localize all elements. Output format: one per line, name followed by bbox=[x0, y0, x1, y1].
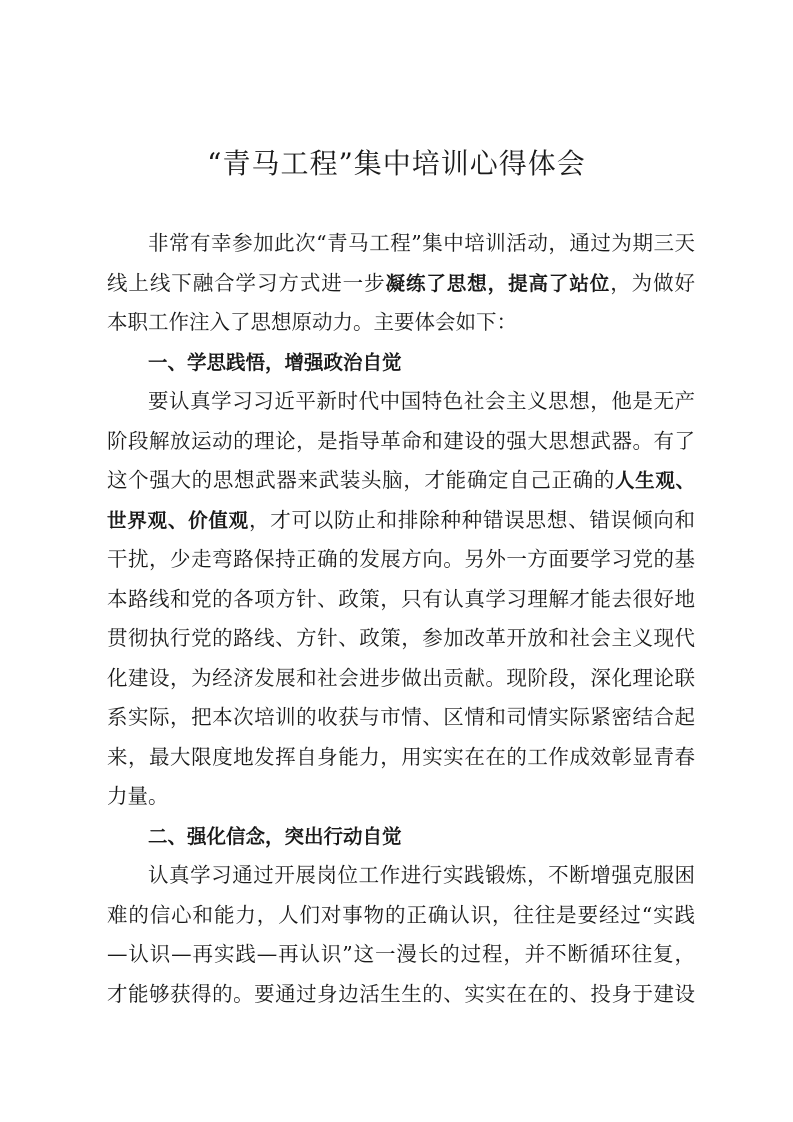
intro-line-2-text-a: 线上线下融合学习方式进一步 bbox=[107, 270, 386, 295]
section-1-line-3-text: 这个强大的思想武器来武装头脑，才能确定自己正确的 bbox=[107, 468, 615, 492]
section-1-line-10: 来，最大限度地发挥自身能力，用实实在在的工作成效彰显青春 bbox=[107, 744, 695, 769]
section-1-heading: 一、学思践悟，增强政治自觉 bbox=[148, 350, 402, 374]
section-2-line-3: —认识—再实践—再认识”这一漫长的过程，并不断循环往复， bbox=[107, 942, 695, 966]
section-1-line-7: 贯彻执行党的路线、方针、政策，参加改革开放和社会主义现代 bbox=[107, 626, 695, 650]
section-1-line-11: 力量。 bbox=[107, 784, 169, 808]
section-2-line-1: 认真学习通过开展岗位工作进行实践锻炼，不断增强克服困 bbox=[148, 863, 695, 887]
intro-line-2 bbox=[107, 264, 695, 304]
intro-line-3: 本职工作注入了思想原动力。主要体会如下： bbox=[107, 310, 517, 334]
section-1-line-1: 要认真学习习近平新时代中国特色社会主义思想，他是无产 bbox=[148, 389, 695, 413]
intro-line-2-emphasis: 凝练了思想，提高了站位 bbox=[385, 271, 611, 295]
section-1-line-5: 干扰，少走弯路保持正确的发展方向。另外一方面要学习党的基 bbox=[107, 547, 695, 571]
section-2-line-4: 才能够获得的。要通过身边活生生的、实实在在的、投身于建设 bbox=[107, 981, 695, 1006]
section-1-line-4-text: ，才可以防止和排除种种错误思想、错误倾向和 bbox=[248, 507, 695, 532]
section-1-line-3 bbox=[107, 461, 695, 501]
intro-paragraph bbox=[107, 224, 695, 343]
section-1-line-6: 本路线和党的各项方针、政策，只有认真学习理解才能去很好地 bbox=[107, 586, 695, 611]
section-1 bbox=[107, 343, 695, 817]
section-1-line-4-emphasis: 世界观、价值观 bbox=[107, 508, 249, 532]
section-1-line-2: 阶段解放运动的理论，是指导革命和建设的强大思想武器。有了 bbox=[107, 428, 695, 453]
section-1-line-9: 系实际，把本次培训的收获与市情、区情和司情实际紧密结合起 bbox=[107, 705, 695, 729]
section-1-line-8: 化建设，为经济发展和社会进步做出贡献。现阶段，深化理论联 bbox=[107, 665, 695, 690]
section-2-line-2: 难的信心和能力，人们对事物的正确认识，往往是要经过“实践 bbox=[107, 902, 695, 927]
intro-line-1: 非常有幸参加此次“青马工程”集中培训活动，通过为期三天 bbox=[148, 231, 695, 255]
intro-line-2-text-c: ，为做好 bbox=[610, 270, 695, 295]
section-2 bbox=[107, 817, 695, 1015]
section-2-heading: 二、强化信念，突出行动自觉 bbox=[148, 824, 402, 848]
section-1-line-3-emphasis: 人生观、 bbox=[614, 469, 695, 492]
document-title: “青马工程”集中培训心得体会 bbox=[207, 147, 586, 180]
document-body bbox=[107, 224, 695, 1014]
section-1-line-4 bbox=[107, 501, 695, 541]
